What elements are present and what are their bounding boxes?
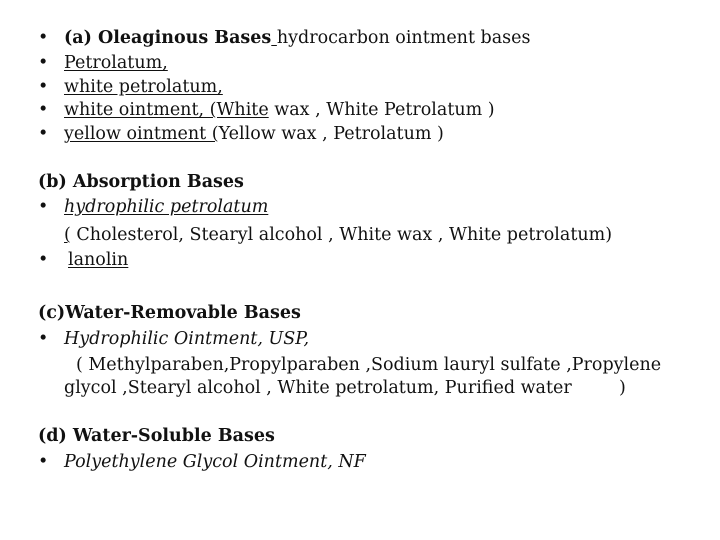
bullet: •	[38, 53, 49, 73]
bullet: •	[38, 124, 49, 144]
bullet: •	[38, 250, 49, 270]
bullet: •	[38, 28, 49, 48]
section-c-detail-line2: glycol ,Stearyl alcohol , White petrolatum, Purified water	[64, 378, 572, 398]
section-b-paren-open: (	[64, 225, 71, 245]
section-b-heading: (b) Absorption Bases	[38, 172, 244, 192]
section-a-item-white-ointment-rest: wax , White Petrolatum )	[268, 100, 495, 120]
bullet: •	[38, 452, 49, 472]
section-b-item-lanolin: lanolin	[68, 250, 129, 270]
section-c-detail-line1: ( Methylparaben,Propylparaben ,Sodium lauryl sulfate ,Propylene	[76, 355, 662, 375]
section-a-heading-group	[64, 27, 531, 49]
section-a-item-yellow-ointment-underlined: yellow ointment (	[64, 124, 219, 144]
section-c-detail-close: )	[619, 378, 626, 398]
section-c-item-hydrophilic-ointment: Hydrophilic Ointment, USP,	[64, 329, 310, 349]
section-a-heading: (a) Oleaginous Bases	[64, 28, 272, 48]
section-a-item-white-ointment	[64, 99, 495, 121]
section-b-item-hydrophilic-petrolatum: hydrophilic petrolatum	[64, 197, 269, 217]
section-a-heading-rest: hydrocarbon ointment bases	[276, 28, 531, 48]
section-c-heading: (c)Water-Removable Bases	[38, 303, 301, 323]
bullet: •	[38, 77, 49, 97]
section-b-detail-text: Cholesterol, Stearyl alcohol , White wax , White petrolatum)	[70, 225, 613, 245]
bullet: •	[38, 329, 49, 349]
bullet: •	[38, 197, 49, 217]
section-d-item-peg-ointment: Polyethylene Glycol Ointment, NF	[64, 452, 366, 472]
section-a-item-yellow-ointment	[64, 123, 444, 145]
section-a-item-yellow-ointment-rest: Yellow wax , Petrolatum )	[218, 124, 444, 144]
section-b-item-detail	[64, 224, 612, 246]
section-a-item-white-petrolatum: white petrolatum,	[64, 77, 223, 97]
section-d-heading: (d) Water-Soluble Bases	[38, 426, 275, 446]
bullet: •	[38, 100, 49, 120]
section-a-item-white-ointment-underlined: white ointment, (White	[64, 100, 269, 120]
section-a-item-petrolatum: Petrolatum,	[64, 53, 168, 73]
